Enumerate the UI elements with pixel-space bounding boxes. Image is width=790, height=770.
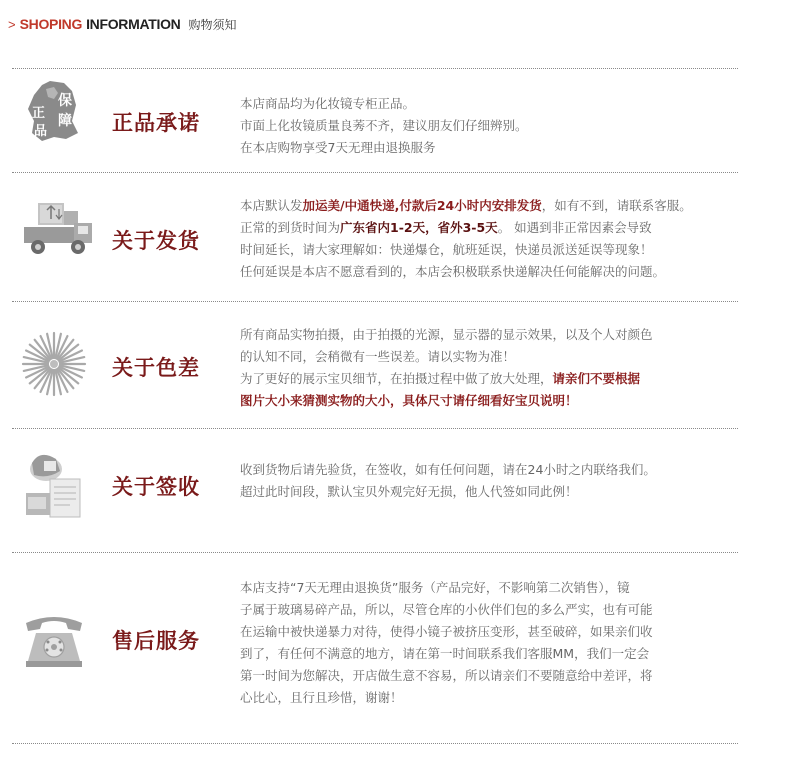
section-shipping — [0, 173, 790, 301]
seal-char-4: 品 — [34, 124, 48, 139]
body-line: 子属于玻璃易碎产品，所以，尽管仓库的小伙伴们包的多么严实，也有可能 — [240, 602, 653, 617]
section-title: 关于签收 — [112, 475, 200, 499]
body-line: 时间延长，请大家理解如：快递爆仓，航班延误，快递员派送延误等现象！ — [240, 242, 653, 257]
seal-char-2: 正 — [32, 106, 46, 121]
body-line: 在本店购物享受7天无理由退换服务 — [240, 140, 436, 155]
body-line: 所有商品实物拍摄，由于拍摄的光源，显示器的显示效果，以及个人对颜色 — [240, 327, 653, 342]
body-line: 本店支持“7天无理由退换货”服务（产品完好，不影响第二次销售），镜 — [240, 580, 630, 595]
section-divider — [12, 743, 738, 744]
body-line: 图片大小来猜测实物的大小，具体尺寸请仔细看好宝贝说明！ — [240, 393, 578, 408]
seal-char-1: 保 — [58, 93, 72, 109]
section-body — [240, 459, 756, 503]
body-line: 心比心，且行且珍惜，谢谢！ — [240, 690, 403, 705]
body-line: 为了更好的展示宝贝细节，在拍摄过程中做了放大处理，请亲们不要根据 — [240, 371, 641, 386]
header-title-cn: 购物须知 — [188, 18, 237, 32]
section-after-sales — [0, 553, 790, 743]
header-title-shoping: SHOPING — [19, 16, 83, 32]
body-line: 任何延误是本店不愿意看到的，本店会积极联系快递解决任何能解决的问题。 — [240, 264, 666, 279]
section-body — [240, 195, 756, 283]
header-arrow: > — [8, 17, 16, 32]
body-line: 本店默认发加运美/中通快递,付款后24小时内安排发货，如有不到，请联系客服。 — [240, 198, 692, 213]
section-title: 关于色差 — [112, 356, 200, 380]
section-color-difference — [0, 302, 790, 428]
color-wheel-icon — [20, 330, 88, 398]
section-body — [240, 577, 756, 709]
section-genuine-guarantee — [0, 69, 790, 172]
body-line: 本店商品均为化妆镜专柜正品。 — [240, 96, 416, 111]
section-title: 关于发货 — [112, 229, 200, 253]
body-line: 超过此时间段，默认宝贝外观完好无损，他人代签如同此例！ — [240, 484, 578, 499]
body-line: 市面上化妆镜质量良莠不齐，建议朋友们仔细辨别。 — [240, 118, 528, 133]
body-line: 正常的到货时间为广东省内1-2天，省外3-5天。 如遇到非正常因素会导致 — [240, 220, 652, 235]
section-body — [240, 324, 756, 412]
seal-char-3: 障 — [58, 113, 72, 129]
body-line: 第一时间为您解决，开店做生意不容易，所以请亲们不要随意给中差评，将 — [240, 668, 653, 683]
delivery-truck-icon — [20, 201, 98, 269]
header-title-information: INFORMATION — [86, 16, 181, 32]
section-body — [240, 93, 756, 159]
body-line: 的认知不同，会稍微有一些误差。请以实物为准！ — [240, 349, 516, 364]
body-line: 在运输中被快递暴力对待，使得小镜子被挤压变形，甚至破碎，如果亲们收 — [240, 624, 653, 639]
body-line: 收到货物后请先验货，在签收，如有任何问题，请在24小时之内联络我们。 — [240, 462, 656, 477]
guarantee-seal-icon — [20, 77, 88, 145]
section-title: 售后服务 — [112, 629, 200, 653]
section-signing — [0, 429, 790, 552]
telephone-icon — [20, 609, 88, 671]
signature-receipt-icon — [20, 449, 88, 527]
page-header — [8, 16, 237, 40]
body-line: 到了，有任何不满意的地方，请在第一时间联系我们客服MM，我们一定会 — [240, 646, 650, 661]
section-title: 正品承诺 — [112, 111, 200, 135]
